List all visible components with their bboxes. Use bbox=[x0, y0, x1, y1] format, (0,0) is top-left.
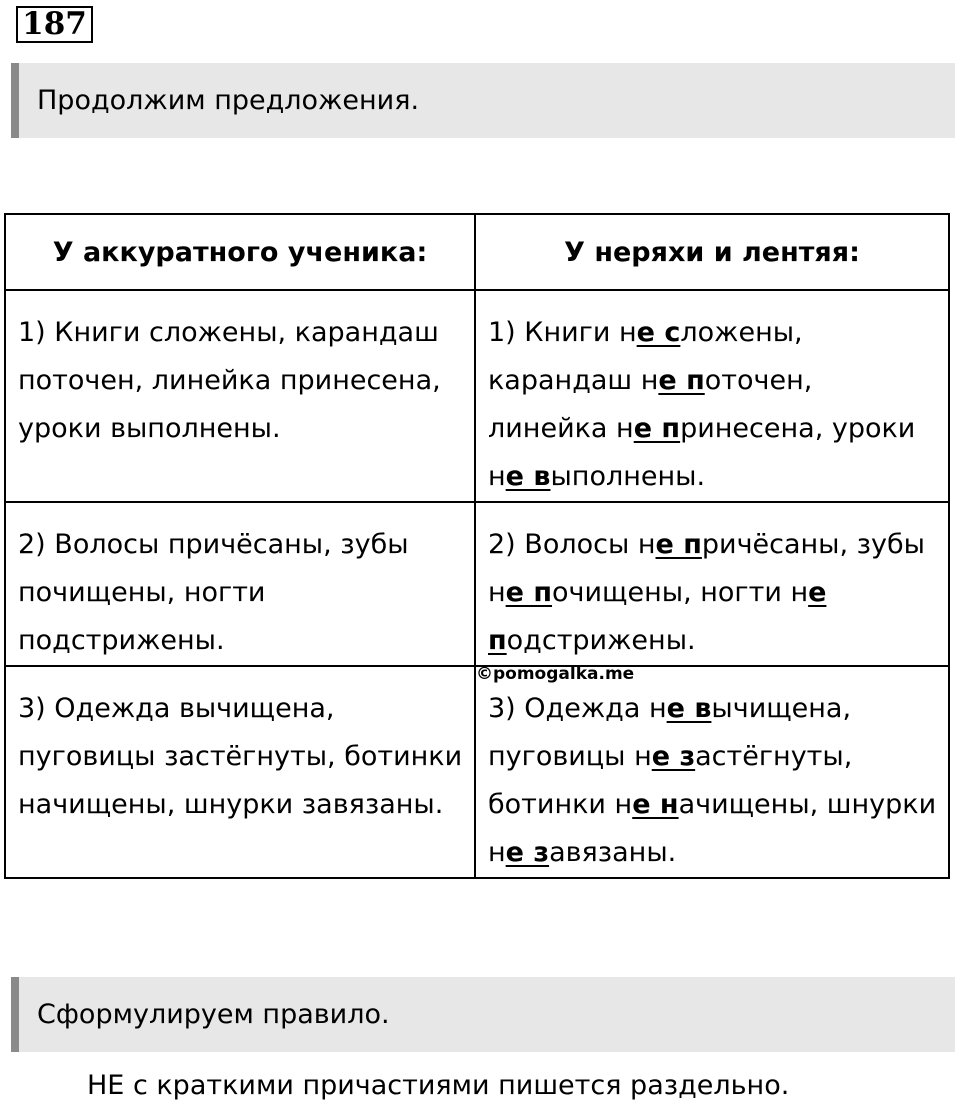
table-row bbox=[5, 290, 949, 502]
highlighted-letters: п bbox=[488, 625, 507, 656]
highlighted-letters: е з bbox=[651, 741, 696, 772]
highlighted-letters: е з bbox=[505, 837, 550, 868]
highlighted-letters: е н bbox=[632, 789, 679, 820]
highlighted-letters: е п bbox=[658, 365, 705, 396]
highlighted-letters: е п bbox=[505, 577, 553, 608]
section-header-continue bbox=[11, 63, 955, 138]
header-neat-student: У аккуратного ученика: bbox=[5, 214, 475, 290]
cell-sloppy-3: 3) Одежда не вычищена, пуговицы не застёгнуты, ботинки не начищены, шнурки не завязаны. bbox=[475, 666, 949, 878]
highlighted-letters: е п bbox=[655, 529, 702, 560]
header-sloppy-student: У неряхи и лентяя: bbox=[475, 214, 949, 290]
cell-neat-1: 1) Книги сложены, карандаш поточен, линейка принесена, уроки выполнены. bbox=[5, 290, 475, 502]
highlighted-letters: е с bbox=[636, 317, 681, 348]
cell-sloppy-2: 2) Волосы не причёсаны, зубы не почищены, ногти не подстрижены. bbox=[475, 502, 949, 666]
table-row bbox=[5, 666, 949, 878]
cell-neat-3: 3) Одежда вычищена, пуговицы застёгнуты, ботинки начищены, шнурки завязаны. bbox=[5, 666, 475, 878]
highlighted-letters: е bbox=[808, 577, 827, 608]
table-header-row bbox=[5, 214, 949, 290]
section-header-continue-text: Продолжим предложения. bbox=[37, 85, 420, 116]
exercise-number: 187 bbox=[16, 6, 93, 43]
section-header-rule bbox=[11, 977, 955, 1052]
highlighted-letters: е в bbox=[666, 693, 712, 724]
highlighted-letters: е в bbox=[505, 461, 551, 492]
rule-text: НЕ с краткими причастиями пишется раздельно. bbox=[87, 1070, 790, 1101]
section-header-rule-text: Сформулируем правило. bbox=[37, 999, 390, 1030]
watermark: ©pomogalka.me bbox=[476, 664, 635, 684]
comparison-table bbox=[4, 213, 950, 879]
cell-sloppy-1: 1) Книги не сложены, карандаш не поточен, линейка не принесена, уроки не выполнены. bbox=[475, 290, 949, 502]
cell-neat-2: 2) Волосы причёсаны, зубы почищены, ногти подстрижены. bbox=[5, 502, 475, 666]
highlighted-letters: е п bbox=[633, 413, 681, 444]
table-row bbox=[5, 502, 949, 666]
